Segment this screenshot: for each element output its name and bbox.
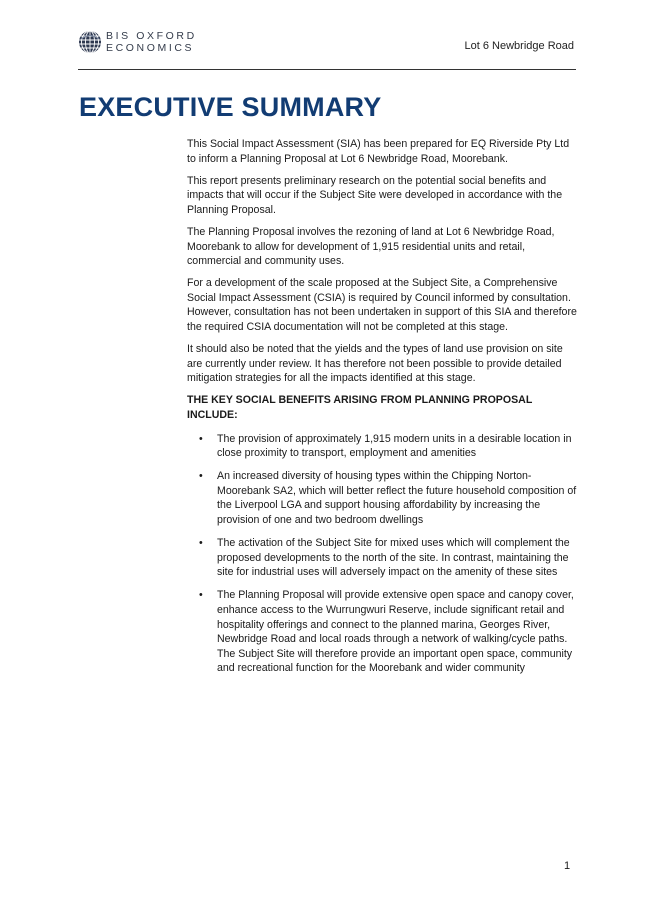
- logo-line-2: ECONOMICS: [106, 42, 195, 54]
- bullet-icon: •: [199, 537, 203, 550]
- logo-wordmark: [106, 30, 197, 54]
- header-divider: [78, 69, 576, 70]
- paragraph: It should also be noted that the yields and the types of land use provision on site are currently under review. It has therefore not been possible to provide detailed mitigation strategies for all the impacts identified at this stage.: [187, 343, 563, 385]
- bullet-icon: •: [199, 589, 203, 602]
- list-item-text: The provision of approximately 1,915 modern units in a desirable location in close proximity to transport, employment and amenities: [217, 432, 572, 460]
- logo-line-1: BIS OXFORD: [106, 30, 197, 42]
- list-item-text: The Planning Proposal will provide extensive open space and canopy cover, enhance access to the Wurrungwuri Reserve, include significant retail and hospitality offerings and connect to the planned marina, Georges River, Newbridge Road and local roads through a network of walking/cycle paths. The Subject Site will therefore provide an important open space, community and recreational function for the Moorebank and wider community: [217, 589, 574, 675]
- page-header: [78, 28, 576, 68]
- key-benefits-list: [187, 432, 579, 676]
- document-subject: Lot 6 Newbridge Road: [464, 40, 574, 52]
- bullet-icon: •: [199, 470, 203, 483]
- list-item: [187, 536, 579, 580]
- bis-oxford-economics-logo: [78, 30, 197, 54]
- list-item-text: The activation of the Subject Site for mixed uses which will complement the proposed developments to the north of the site. In contrast, maintaining the site for industrial uses will adversely impact on the amenity of these sites: [217, 537, 570, 579]
- paragraph: This report presents preliminary research on the potential social benefits and impacts that will occur if the Subject Site were developed in accordance with the Planning Proposal.: [187, 174, 563, 216]
- list-item: [187, 588, 579, 676]
- page-number: 1: [564, 860, 571, 872]
- summary-body: [187, 137, 579, 685]
- bullet-icon: •: [199, 432, 203, 445]
- key-benefits-heading: THE KEY SOCIAL BENEFITS ARISING FROM PLANNING PROPOSAL INCLUDE:: [187, 394, 533, 421]
- paragraph: For a development of the scale proposed at the Subject Site, a Comprehensive Social Impact Assessment (CSIA) is required by Council informed by consultation. However, consultation has not been undertaken in support of this SIA and therefore the required CSIA documentation will not be completed at this stage.: [187, 277, 577, 334]
- list-item: [187, 469, 579, 527]
- page-title: EXECUTIVE SUMMARY: [79, 92, 382, 122]
- globe-logo-icon: [78, 30, 102, 54]
- list-item-text: An increased diversity of housing types within the Chipping Norton-Moorebank SA2, which will better reflect the future household composition of the Liverpool LGA and support housing affordability by increasing the provision of one and two bedroom dwellings: [217, 470, 577, 527]
- list-item: [187, 432, 579, 461]
- paragraph: The Planning Proposal involves the rezoning of land at Lot 6 Newbridge Road, Moorebank to allow for development of 1,915 residential units and retail, commercial and community uses.: [187, 225, 555, 268]
- paragraph: This Social Impact Assessment (SIA) has been prepared for EQ Riverside Pty Ltd to inform a Planning Proposal at Lot 6 Newbridge Road, Moorebank.: [187, 138, 570, 165]
